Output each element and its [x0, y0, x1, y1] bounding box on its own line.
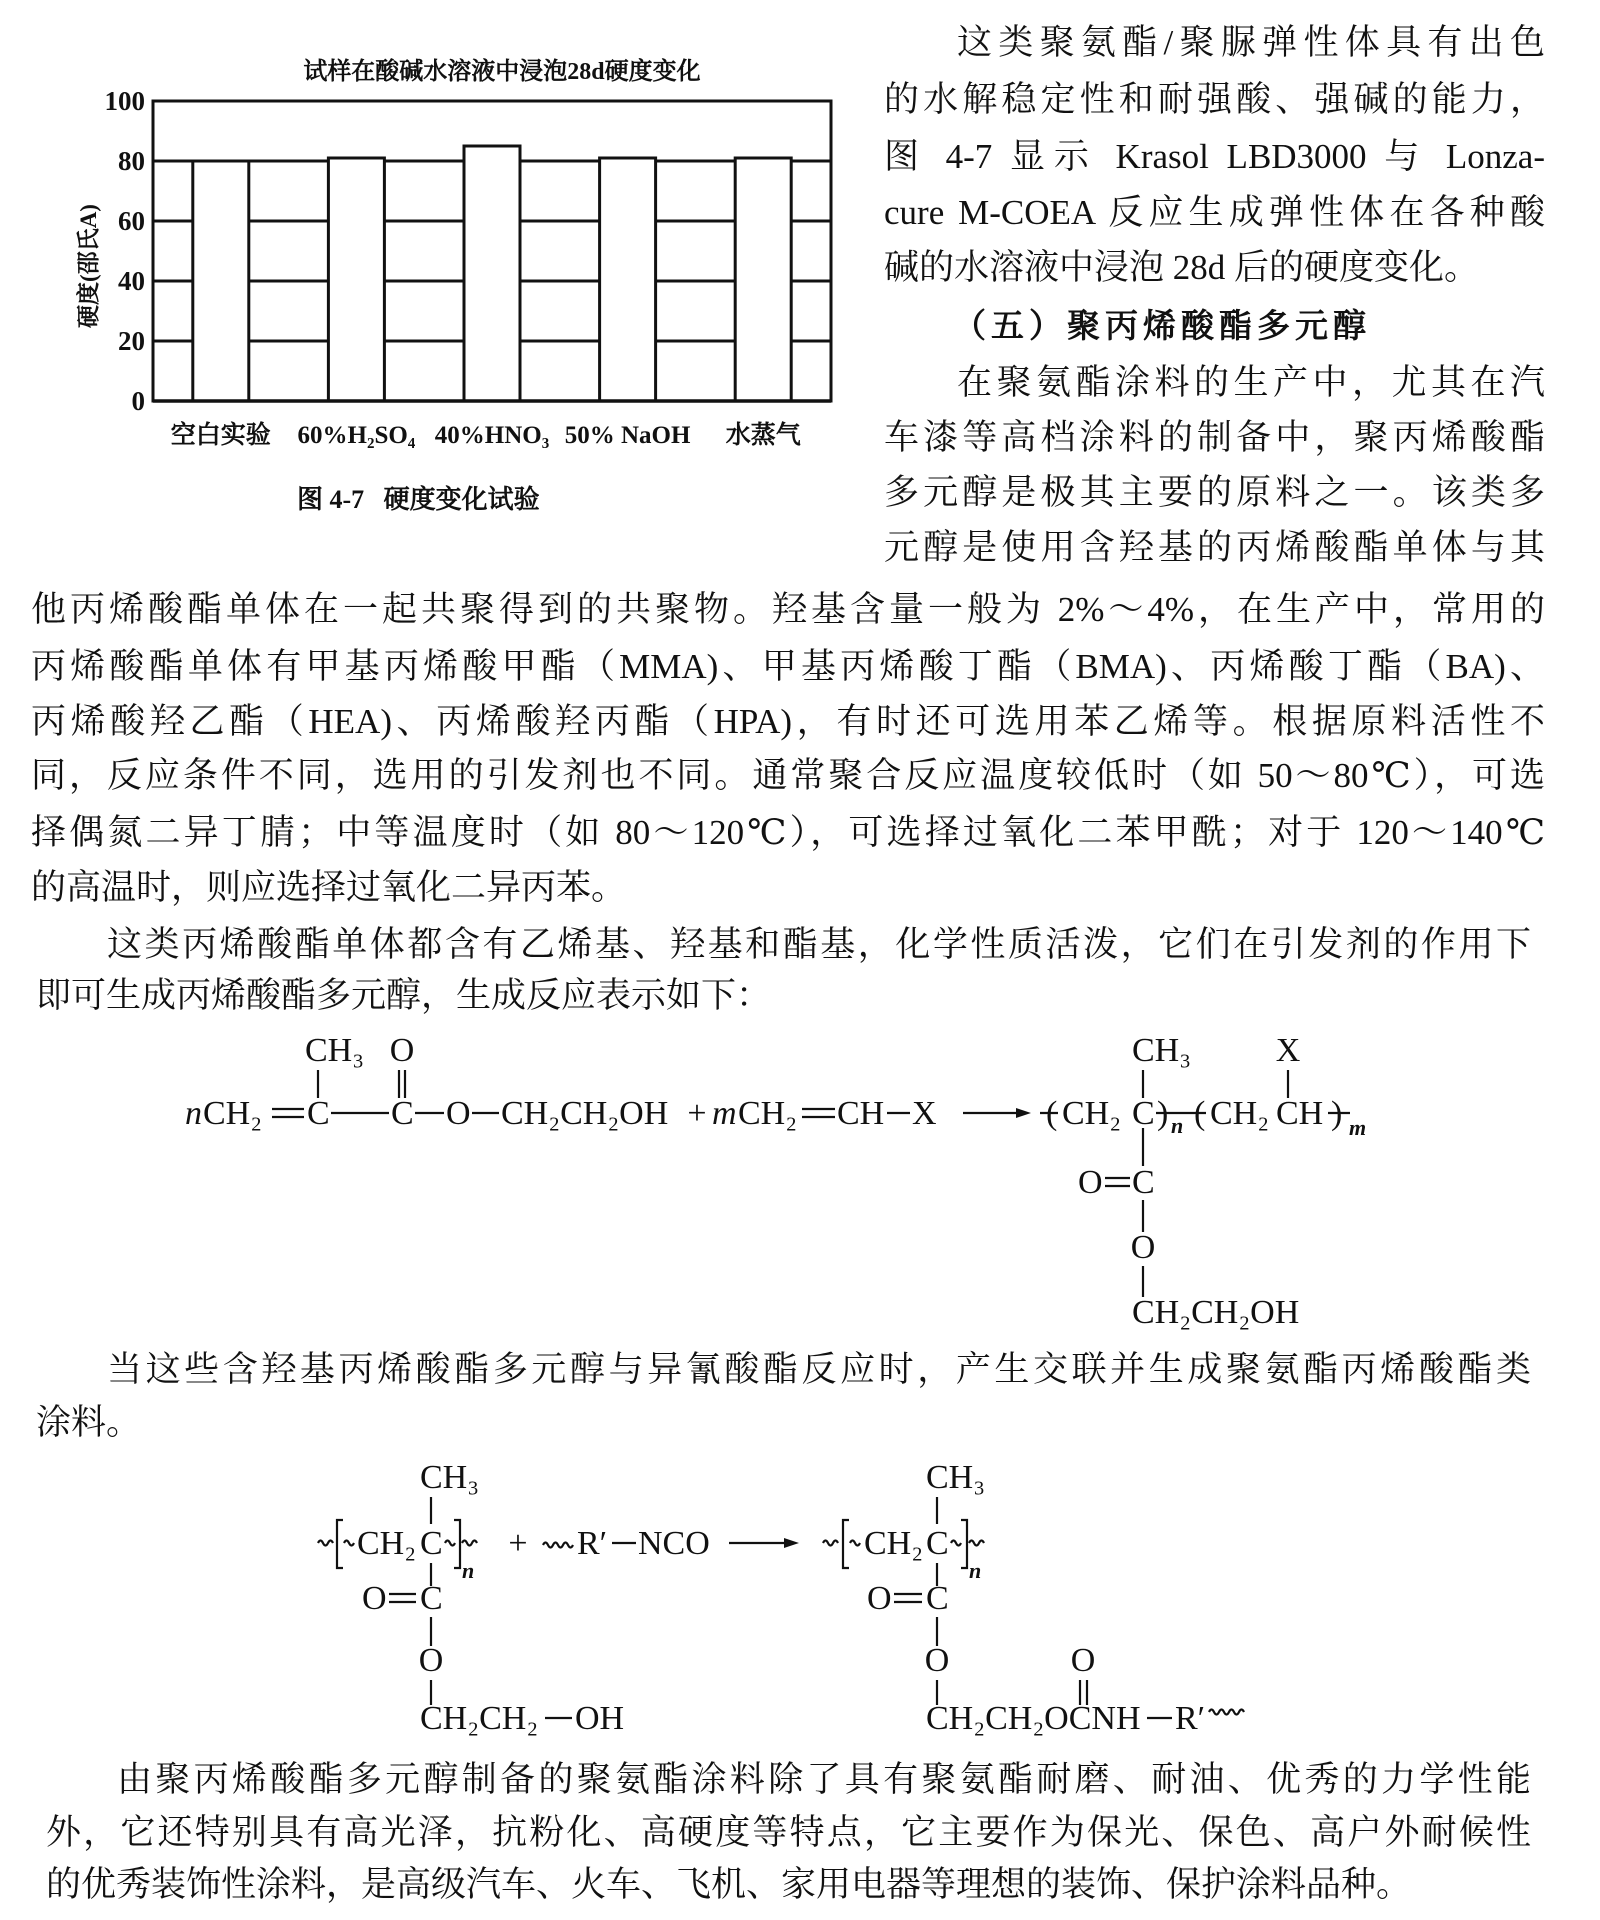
hydroxyl-group: OH	[575, 1700, 625, 1737]
wavy-bond	[1209, 1710, 1244, 1715]
y-tick-label: 100	[104, 86, 145, 116]
stoichiometric-coefficient: m	[712, 1095, 737, 1132]
paragraph-line: 丙烯酸酯单体有甲基丙烯酸甲酯（MMA)、甲基丙烯酸丁酯（BMA)、丙烯酸丁酯（BA)、	[31, 647, 1545, 686]
reaction-1-reactant-2	[712, 1095, 937, 1132]
repeat-unit-open-bracket: (	[1046, 1095, 1058, 1132]
wavy-bond	[344, 1541, 354, 1546]
ester-oxygen: O	[418, 1642, 444, 1679]
carbonyl-carbon: C	[420, 1580, 443, 1617]
paragraph-line: 同，反应条件不同，选用的引发剂也不同。通常聚合反应温度较低时（如 50～80℃），可选	[31, 756, 1545, 795]
paragraph-line: 的优秀装饰性涂料，是高级汽车、火车、飞机、家用电器等理想的装饰、保护涂料品种。	[46, 1865, 1412, 1904]
carbonyl-oxygen: O	[362, 1580, 387, 1617]
paragraph-line: 多元醇是极其主要的原料之一。该类多	[884, 473, 1545, 512]
y-axis-label: 硬度(邵氏A)	[76, 204, 101, 328]
reaction-1-scheme	[0, 1020, 1600, 1350]
bar	[328, 158, 384, 401]
paragraph-line: 这类丙烯酸酯单体都含有乙烯基、羟基和酯基，化学性质活泼，它们在引发剂的作用下	[107, 925, 1531, 964]
quaternary-carbon: C	[1132, 1095, 1155, 1132]
hydroxyethyl-group: CH₂CH₂OH	[501, 1095, 669, 1132]
carbonyl-oxygen: O	[389, 1032, 415, 1069]
methylene-group: CH₂	[203, 1095, 263, 1132]
paragraph-line: 在聚氨酯涂料的生产中，尤其在汽	[957, 363, 1545, 402]
repeat-count-n: n	[969, 1558, 982, 1583]
substituent-x: X	[912, 1095, 937, 1132]
reaction-2-product	[823, 1459, 1244, 1737]
y-tick-labels	[105, 86, 146, 416]
bar	[735, 158, 791, 401]
wavy-bond	[823, 1541, 838, 1546]
x-tick-label: 空白实验	[170, 422, 271, 449]
paragraph-line: 丙烯酸羟乙酯（HEA)、丙烯酸羟丙酯（HPA)，有时还可选用苯乙烯等。根据原料活性不	[31, 702, 1545, 741]
wavy-bond	[445, 1541, 455, 1546]
reaction-1-product	[1040, 1032, 1366, 1331]
y-tick-label: 0	[131, 386, 145, 416]
quaternary-carbon: C	[420, 1525, 443, 1562]
methyl-group: CH₃	[420, 1459, 480, 1496]
methylene-group: CH₂	[357, 1525, 417, 1562]
methylene-group: CH₂	[738, 1095, 798, 1132]
paragraph-line: 当这些含羟基丙烯酸酯多元醇与异氰酸酯反应时，产生交联并生成聚氨酯丙烯酸酯类	[107, 1350, 1531, 1389]
paragraph-line: cure M-COEA 反应生成弹性体在各种酸	[884, 193, 1545, 232]
y-tick-label: 20	[118, 326, 145, 356]
carbonyl-carbon: C	[1132, 1164, 1155, 1201]
stoichiometric-coefficient: n	[185, 1095, 202, 1132]
y-tick-label: 40	[118, 266, 145, 296]
section-heading: （五）聚丙烯酸酯多元醇	[953, 309, 1371, 345]
methylene-group: CH₂	[1210, 1095, 1270, 1132]
plus-sign: +	[508, 1525, 528, 1562]
repeat-unit-open-bracket: (	[1194, 1095, 1206, 1132]
plus-sign: +	[687, 1095, 707, 1132]
repeat-count-m: m	[1349, 1115, 1367, 1140]
repeat-unit-close-bracket: )	[1157, 1095, 1169, 1132]
paragraph-line: 车漆等高档涂料的制备中，聚丙烯酸酯	[884, 418, 1545, 457]
repeat-unit-close-bracket	[961, 1520, 967, 1568]
r-prime-group: R′	[1175, 1700, 1206, 1737]
repeat-count-n: n	[462, 1558, 475, 1583]
wavy-bond	[462, 1541, 477, 1546]
methine-group: CH	[1276, 1095, 1324, 1132]
paragraph-line: 的水解稳定性和耐强酸、强碱的能力，	[884, 80, 1545, 119]
paragraph-line: 元醇是使用含羟基的丙烯酸酯单体与其	[884, 528, 1545, 567]
methylene-group: CH₂	[864, 1525, 924, 1562]
wavy-bond	[969, 1541, 984, 1546]
y-tick-label: 80	[118, 146, 145, 176]
methine-group: CH	[837, 1095, 885, 1132]
reaction-2-reactant-2	[543, 1525, 710, 1562]
repeat-unit-open-bracket	[843, 1520, 849, 1568]
urethane-chain: CH₂CH₂OCNH	[926, 1700, 1141, 1737]
paragraph-line: 择偶氮二异丁腈；中等温度时（如 80～120℃），可选择过氧化二苯甲酰；对于 120～140℃	[31, 813, 1545, 852]
urethane-carbonyl-oxygen: O	[1070, 1642, 1096, 1679]
substituent-x: X	[1275, 1032, 1301, 1069]
bar	[193, 161, 249, 401]
methyl-group: CH₃	[305, 1032, 365, 1069]
carbonyl-oxygen: O	[867, 1580, 892, 1617]
r-prime-group: R′	[577, 1525, 608, 1562]
reaction-1-reactant-1	[185, 1032, 668, 1132]
reaction-2-reactant-1	[318, 1459, 624, 1737]
wavy-bond	[543, 1543, 573, 1548]
methyl-group: CH₃	[926, 1459, 986, 1496]
wavy-bond	[951, 1541, 961, 1546]
carbonyl-carbon: C	[391, 1095, 414, 1132]
paragraph-line: 图 4-7 显示 Krasol LBD3000 与 Lonza-	[884, 137, 1545, 176]
x-tick-label: 60%H₂SO₄	[297, 422, 416, 449]
repeat-unit-open-bracket	[337, 1520, 343, 1568]
bars	[193, 146, 791, 401]
carbonyl-carbon: C	[926, 1580, 949, 1617]
wavy-bond	[850, 1541, 860, 1546]
reaction-arrow-icon	[729, 1538, 799, 1548]
methylene-group: CH₂	[1062, 1095, 1122, 1132]
figure-caption: 图 4-7 硬度变化试验	[297, 485, 540, 514]
reaction-2-scheme	[0, 1450, 1600, 1750]
hydroxyethyl-group: CH₂CH₂OH	[1132, 1294, 1300, 1331]
carbonyl-oxygen: O	[1078, 1164, 1103, 1201]
repeat-count-n: n	[1171, 1113, 1184, 1138]
paragraph-line: 的高温时，则应选择过氧化二异丙苯。	[31, 868, 627, 907]
paragraph-line: 他丙烯酸酯单体在一起共聚得到的共聚物。羟基含量一般为 2%～4%，在生产中，常用的	[31, 590, 1545, 629]
bar	[600, 158, 656, 401]
x-tick-label: 水蒸气	[725, 422, 801, 449]
y-tick-label: 60	[118, 206, 145, 236]
ethylene-chain: CH₂CH₂	[420, 1700, 539, 1737]
paragraph-line: 这类聚氨酯/聚脲弹性体具有出色	[957, 23, 1545, 62]
x-tick-label: 50% NaOH	[564, 422, 691, 449]
paragraph-line: 外，它还特别具有高光泽，抗粉化、高硬度等特点，它主要作为保光、保色、高户外耐候性	[46, 1813, 1531, 1852]
wavy-bond	[318, 1541, 333, 1546]
x-tick-label: 40%HNO₃	[434, 422, 550, 449]
alpha-carbon: C	[307, 1095, 330, 1132]
paragraph-line: 由聚丙烯酸酯多元醇制备的聚氨酯涂料除了具有聚氨酯耐磨、耐油、优秀的力学性能	[117, 1760, 1531, 1799]
hardness-bar-chart	[0, 0, 880, 560]
methyl-group: CH₃	[1132, 1032, 1192, 1069]
paragraph-line: 碱的水溶液中浸泡 28d 后的硬度变化。	[884, 248, 1480, 287]
paragraph-line: 即可生成丙烯酸酯多元醇，生成反应表示如下：	[36, 976, 772, 1015]
ester-oxygen: O	[924, 1642, 950, 1679]
bar	[464, 146, 520, 401]
quaternary-carbon: C	[926, 1525, 949, 1562]
reaction-arrow-icon	[963, 1108, 1031, 1118]
paragraph-line: 涂料。	[36, 1403, 142, 1442]
ester-oxygen: O	[1130, 1229, 1156, 1266]
isocyanate-group: NCO	[638, 1525, 710, 1562]
chart-title: 试样在酸碱水溶液中浸泡28d硬度变化	[303, 59, 701, 85]
repeat-unit-close-bracket: )	[1331, 1095, 1343, 1132]
ester-oxygen: O	[446, 1095, 471, 1132]
x-tick-labels	[171, 420, 801, 449]
